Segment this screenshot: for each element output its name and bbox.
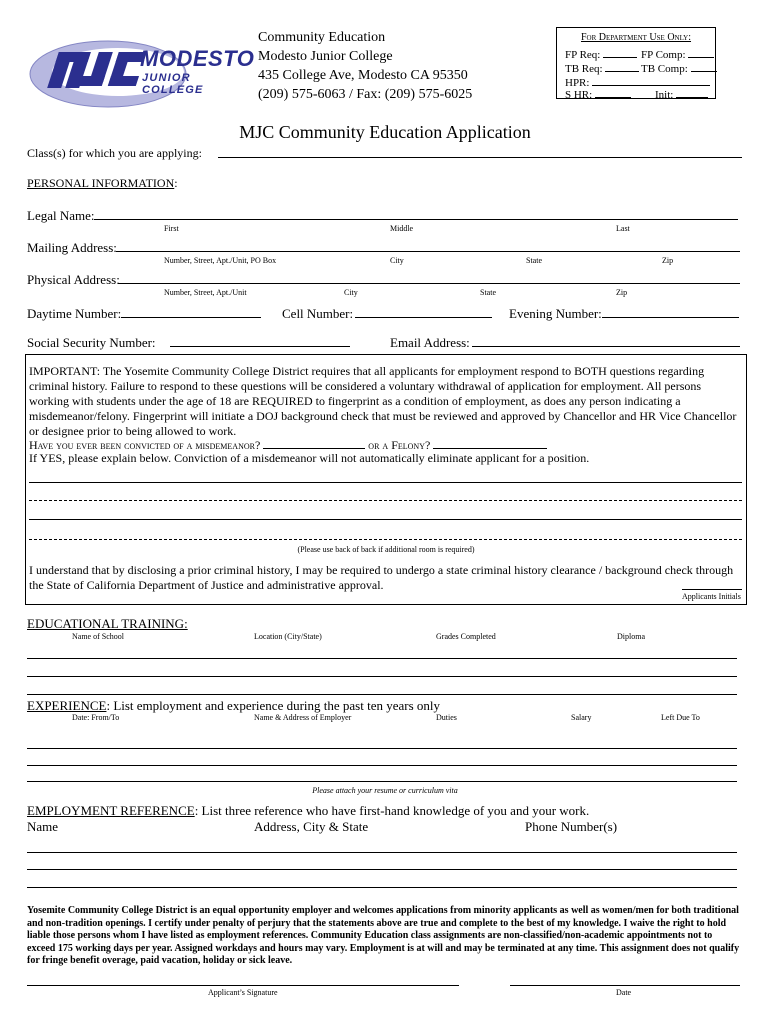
education-row-line[interactable]	[27, 694, 737, 695]
reference-row-line[interactable]	[27, 852, 737, 853]
education-col-location: Location (City/State)	[254, 632, 322, 641]
dept-box-title: For Department Use Only:	[580, 32, 692, 43]
address-line: 435 College Ave, Modesto CA 95350	[258, 68, 468, 83]
education-col-school: Name of School	[72, 632, 124, 641]
experience-heading-detail: : List employment and experience during the past ten years only	[106, 698, 441, 713]
experience-row-line[interactable]	[27, 765, 737, 766]
init-field[interactable]	[676, 86, 708, 98]
signature-field[interactable]	[27, 985, 459, 986]
felony-question: or a Felony?	[368, 438, 431, 452]
physical-address-field[interactable]	[118, 283, 740, 284]
applicant-initials-caption: Applicants Initials	[682, 592, 741, 601]
evening-number-label: Evening Number:	[509, 306, 602, 321]
email-label: Email Address:	[390, 335, 470, 350]
physical-zip-caption: Zip	[616, 288, 628, 297]
classes-field[interactable]	[218, 157, 742, 158]
experience-col-left-due-to: Left Due To	[661, 713, 700, 722]
explanation-line[interactable]	[29, 519, 742, 520]
tb-req-field[interactable]	[605, 60, 639, 72]
attach-resume-note: Please attach your resume or curriculum vita	[312, 786, 458, 795]
daytime-number-field[interactable]	[121, 317, 261, 318]
misdemeanor-answer[interactable]	[263, 437, 365, 449]
important-notice: IMPORTANT: The Yosemite Community College District requires that all applicants for employment respond to BOTH questions regarding criminal history. Failure to respond to these questions will be considered a voluntary withdrawal of application for employment. All persons working with students under the age of 18 are REQUIRED to fingerprint as a condition of employment, as does any person indicating a misdemeanor/felony. Fingerprint will initiate a DOJ background check that must be reviewed and approved by Chancellor and HR Vice Chancellor or designee prior to being allowed to work.	[29, 364, 737, 438]
date-field[interactable]	[510, 985, 740, 986]
experience-row-line[interactable]	[27, 748, 737, 749]
heading-colon: :	[174, 176, 178, 190]
mailing-city-caption: City	[390, 256, 404, 265]
logo-wordmark: MODESTO	[140, 46, 255, 71]
college-logo	[26, 30, 255, 110]
fp-req-label: FP Req:	[565, 49, 601, 61]
education-col-grades: Grades Completed	[436, 632, 496, 641]
experience-col-salary: Salary	[571, 713, 592, 722]
eeo-certification-statement: Yosemite Community College District is an equal opportunity employer and welcomes applications from minority applicants as well as women/men for both traditional and non-tradition openings. I certify under penalty of perjury that the statements above are true and complete to the best of my knowledge. I waive the right to hold liable those persons whom I have listed as employment references. Community Education class assignments are non-classified/non-academic appointments not to exceed 175 working days per year. Assigned workdays and hours may vary. Employment is at will and may be terminated at any time. This assignment does not qualify for fringe benefit overage, paid vacation, holiday or sick leave.	[27, 905, 740, 966]
disclosure-statement: I understand that by disclosing a prior criminal history, I may be required to undergo a state criminal history clearance / background check through the State of California Department of Justice and administrative approval.	[29, 563, 734, 592]
signature-caption: Applicant’s Signature	[208, 988, 278, 997]
tb-comp-field[interactable]	[691, 60, 717, 72]
hpr-field[interactable]	[592, 74, 710, 86]
reference-row-line[interactable]	[27, 887, 737, 888]
use-back-note: (Please use back of back if additional room is required)	[297, 545, 475, 554]
physical-city-caption: City	[344, 288, 358, 297]
tb-comp-label: TB Comp:	[641, 63, 688, 75]
mailing-address-label: Mailing Address:	[27, 240, 117, 255]
physical-state-caption: State	[480, 288, 496, 297]
ssn-field[interactable]	[170, 346, 350, 347]
mailing-street-caption: Number, Street, Apt./Unit, PO Box	[164, 256, 277, 265]
applicant-initials-field[interactable]	[682, 589, 742, 590]
experience-row-line[interactable]	[27, 781, 737, 782]
fp-comp-field[interactable]	[688, 46, 714, 58]
explanation-line[interactable]	[29, 539, 742, 540]
mailing-state-caption: State	[526, 256, 542, 265]
reference-col-name: Name	[27, 819, 59, 834]
address-line: (209) 575-6063 / Fax: (209) 575-6025	[258, 87, 473, 102]
department-use-box	[556, 27, 716, 99]
daytime-number-label: Daytime Number:	[27, 306, 122, 321]
hpr-label: HPR:	[565, 77, 590, 89]
address-line: Community Education	[258, 30, 386, 45]
date-caption: Date	[616, 988, 632, 997]
mailing-address-field[interactable]	[116, 251, 740, 252]
first-caption: First	[164, 224, 179, 233]
legal-name-field[interactable]	[94, 219, 738, 220]
experience-col-duties: Duties	[436, 713, 457, 722]
email-field[interactable]	[472, 346, 740, 347]
education-row-line[interactable]	[27, 676, 737, 677]
reference-row-line[interactable]	[27, 869, 737, 870]
legal-name-label: Legal Name:	[27, 208, 95, 223]
felony-answer[interactable]	[433, 437, 547, 449]
fp-req-field[interactable]	[603, 46, 637, 58]
middle-caption: Middle	[390, 224, 414, 233]
misdemeanor-question: Have you ever been convicted of a misdemeanor?	[29, 438, 261, 452]
education-col-diploma: Diploma	[617, 632, 645, 641]
cell-number-label: Cell Number:	[282, 306, 354, 321]
s-hr-label: S HR:	[565, 89, 593, 101]
college-address	[258, 28, 472, 104]
cell-number-field[interactable]	[355, 317, 492, 318]
last-caption: Last	[616, 224, 630, 233]
if-yes-instructions: If YES, please explain below. Conviction of a misdemeanor will not automatically eliminate applicant for a position.	[29, 451, 590, 465]
education-heading: EDUCATIONAL TRAINING:	[27, 616, 188, 631]
s-hr-field[interactable]	[595, 86, 631, 98]
physical-address-label: Physical Address:	[27, 272, 120, 287]
criminal-history-section	[25, 354, 747, 605]
ssn-label: Social Security Number:	[27, 335, 156, 350]
logo-subtitle: JUNIOR COLLEGE	[142, 72, 204, 96]
classes-label: Class(s) for which you are applying:	[27, 146, 202, 160]
education-row-line[interactable]	[27, 658, 737, 659]
explanation-line[interactable]	[29, 482, 742, 483]
reference-col-phone: Phone Number(s)	[525, 819, 618, 834]
reference-heading: EMPLOYMENT REFERENCE	[27, 803, 195, 818]
physical-street-caption: Number, Street, Apt./Unit	[164, 288, 247, 297]
experience-col-employer: Name & Address of Employer	[254, 713, 352, 722]
reference-heading-detail: : List three reference who have first-hand knowledge of you and your work.	[194, 803, 590, 818]
tb-req-label: TB Req:	[565, 63, 603, 75]
page-title: MJC Community Education Application	[239, 122, 531, 142]
experience-heading: EXPERIENCE	[27, 698, 107, 713]
fp-comp-label: FP Comp:	[641, 49, 686, 61]
mailing-zip-caption: Zip	[662, 256, 674, 265]
explanation-line[interactable]	[29, 500, 742, 501]
personal-info-heading: PERSONAL INFORMATION	[27, 176, 175, 190]
reference-col-address: Address, City & State	[254, 819, 369, 834]
evening-number-field[interactable]	[602, 317, 739, 318]
init-label: Init:	[655, 89, 674, 101]
experience-col-date: Date: From/To	[72, 713, 120, 722]
address-line: Modesto Junior College	[258, 49, 393, 64]
